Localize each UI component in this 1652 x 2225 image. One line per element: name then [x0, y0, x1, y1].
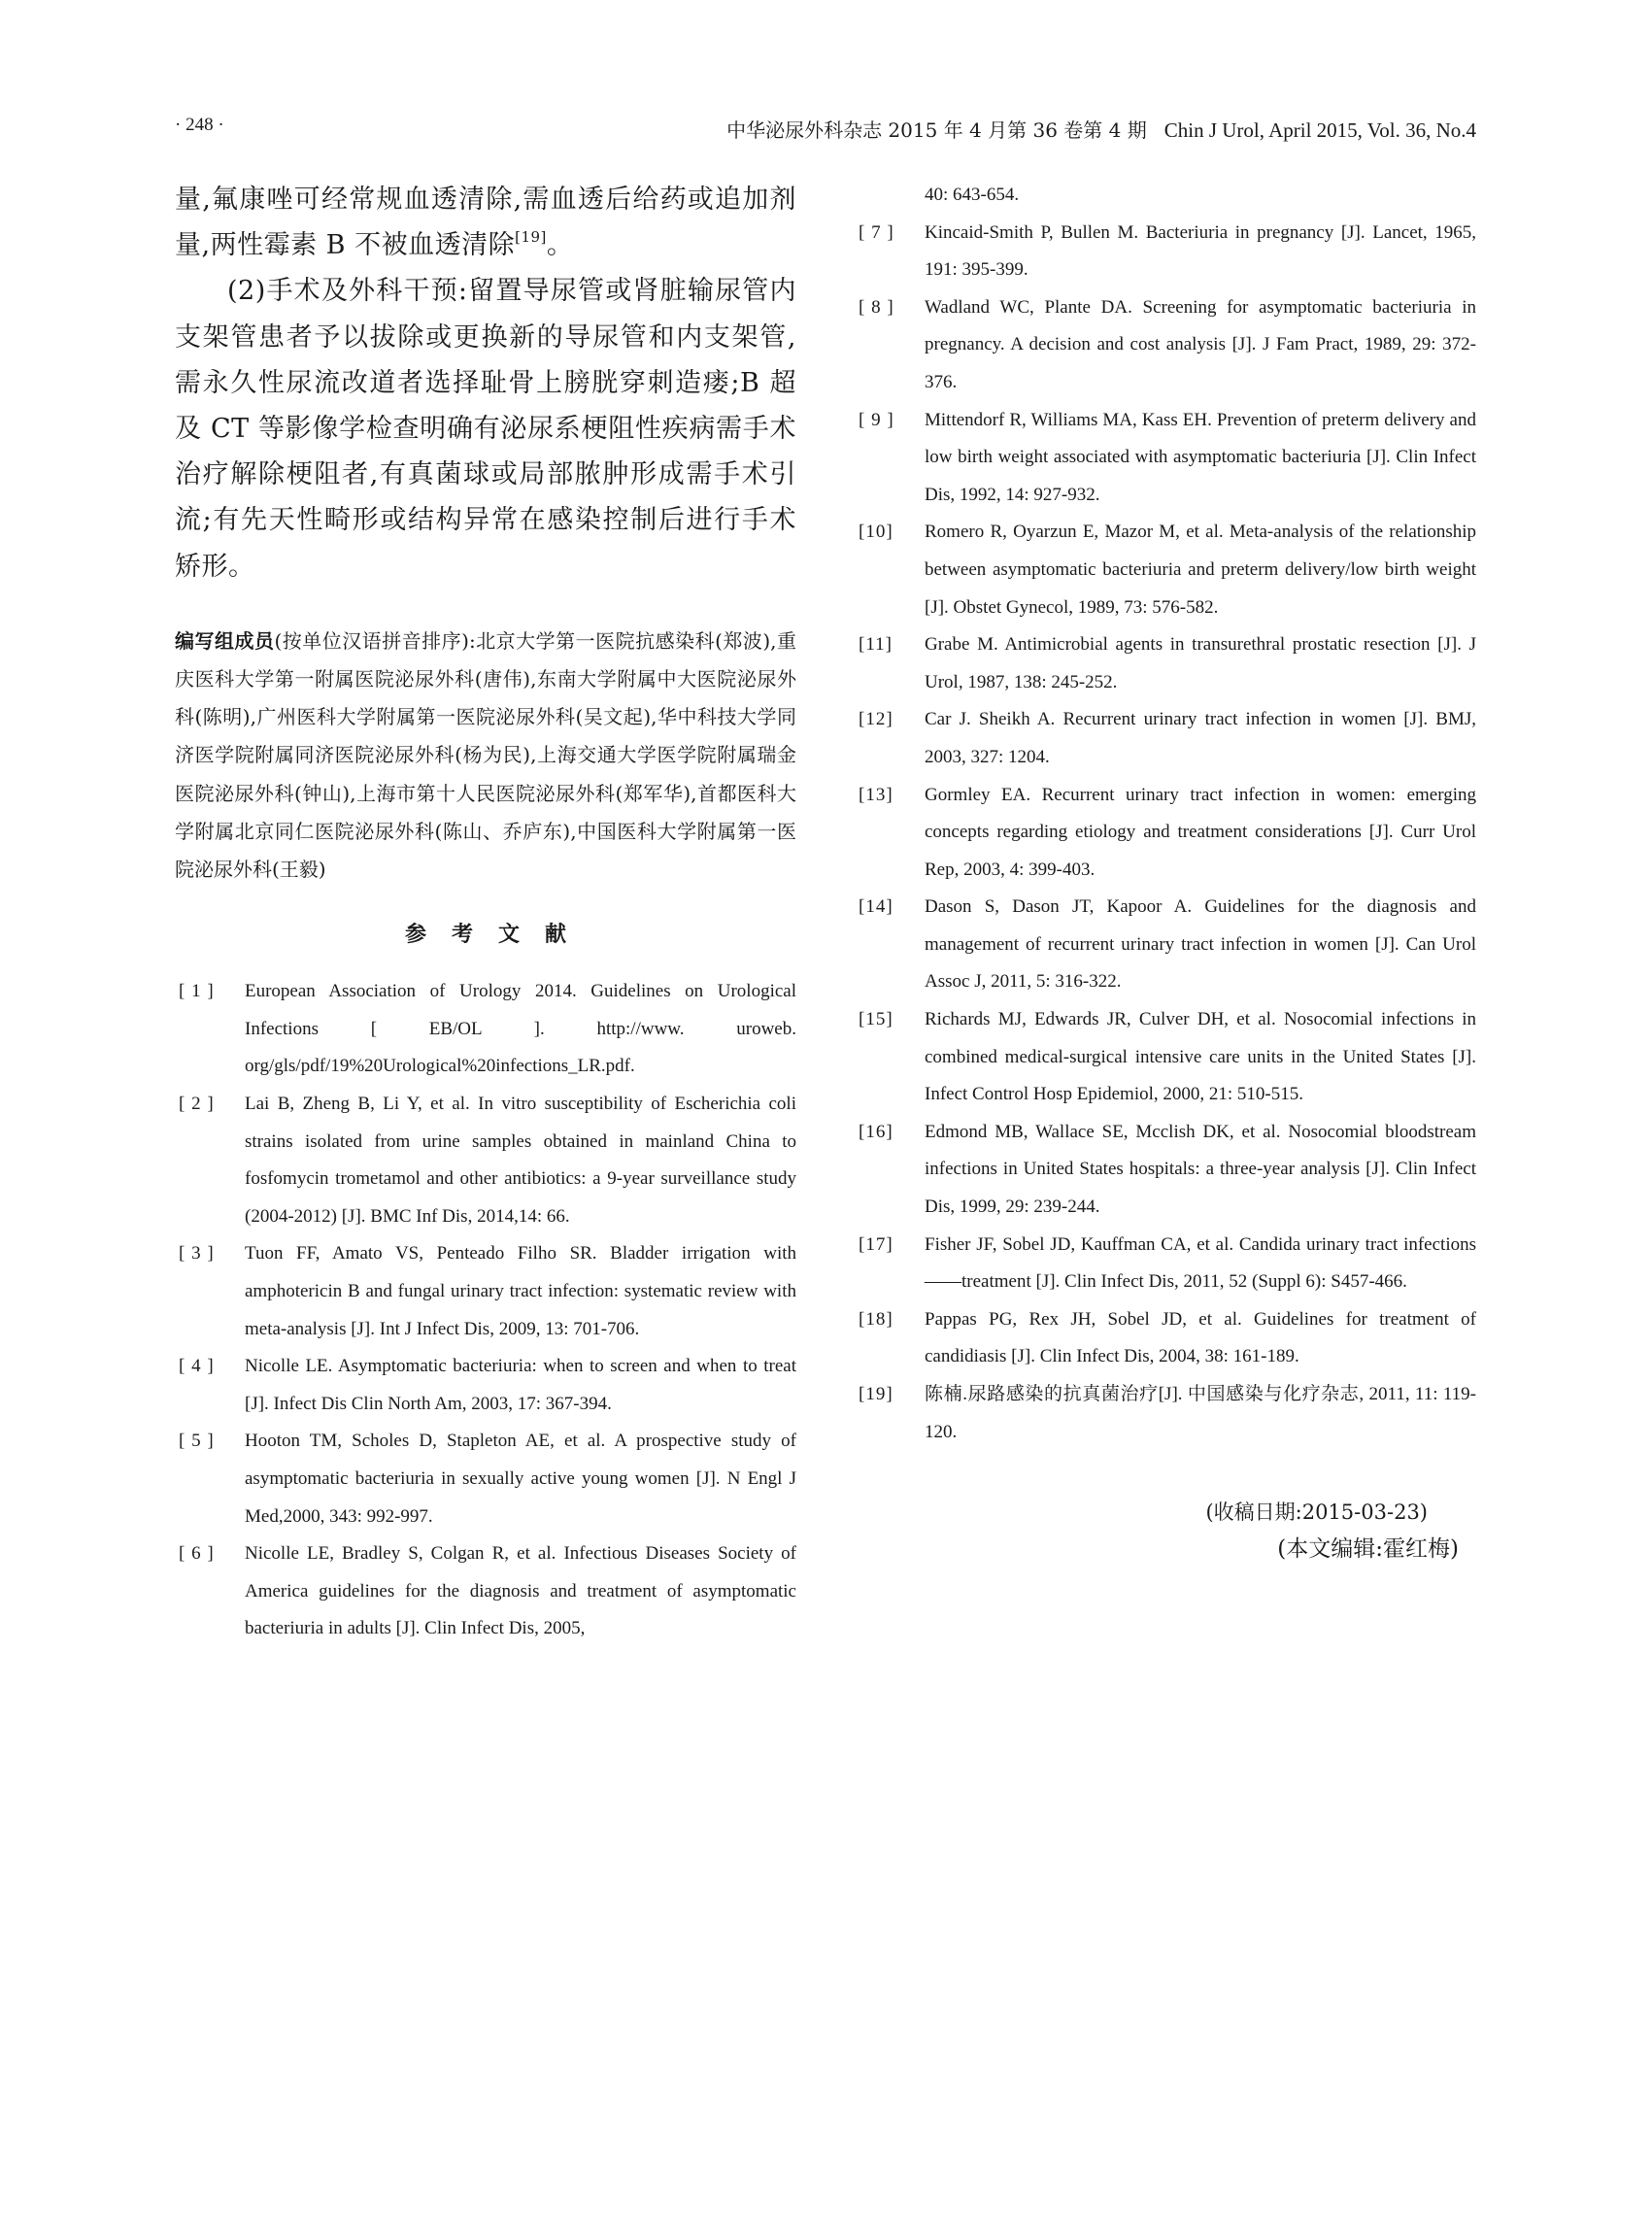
reference-number: [ 8 ]	[859, 296, 894, 318]
reference-number: [ 9 ]	[859, 409, 894, 430]
reference-text: Kincaid-Smith P, Bullen M. Bacteriuria in pregnancy [J]. Lancet, 1965, 191: 395-399.	[925, 221, 1476, 281]
reference-item	[855, 701, 1476, 776]
reference-list-right	[855, 215, 1476, 1452]
reference-item	[855, 1114, 1476, 1227]
reference-text: 陈楠.尿路感染的抗真菌治疗[J]. 中国感染与化疗杂志, 2011, 11: 119-120.	[925, 1384, 1476, 1442]
reference-text: Dason S, Dason JT, Kapoor A. Guidelines for the diagnosis and management of recurrent urinary tract infection in women [J]. Can Urol Assoc J, 2011, 5: 316-322.	[925, 896, 1476, 993]
reference-item	[855, 626, 1476, 701]
reference-text: Richards MJ, Edwards JR, Culver DH, et al. Nosocomial infections in combined medical-surgical intensive care units in the United States [J]. Infect Control Hosp Epidemiol, 2000, 21: 510-515.	[925, 1009, 1476, 1105]
reference-list-left	[175, 973, 796, 1648]
reference-number: [ 7 ]	[859, 221, 894, 243]
reference-item	[175, 1348, 796, 1423]
reference-number: [18]	[859, 1308, 893, 1330]
reference-text: Wadland WC, Plante DA. Screening for asymptomatic bacteriuria in pregnancy. A decision and cost analysis [J]. J Fam Pract, 1989, 29: 372-376.	[925, 296, 1476, 392]
reference-number: [10]	[859, 522, 893, 543]
reference-item	[175, 1535, 796, 1648]
journal-citation	[726, 115, 1476, 143]
body-paragraph-2: (2)手术及外科干预:留置导尿管或肾脏输尿管内支架管患者予以拔除或更换新的导尿管和内支架管,需永久性尿流改道者选择耻骨上膀胱穿刺造瘘;B 超及 CT 等影像学检查明确有泌尿系梗阻性疾病需手术治疗解除梗阻者,有真菌球或局部脓肿形成需手术引流;有先天性畸形或结构异常在感染控制后进行手术矫形。	[175, 276, 796, 582]
reference-item	[855, 289, 1476, 402]
reference-number: [ 3 ]	[179, 1243, 215, 1264]
left-column	[175, 177, 796, 1648]
reference-item	[855, 1001, 1476, 1114]
reference-item	[855, 1376, 1476, 1451]
reference-text: Hooton TM, Scholes D, Stapleton AE, et al. A prospective study of asymptomatic bacteriuria in sexually active young women [J]. N Engl J Med,2000, 343: 992-997.	[245, 1431, 796, 1527]
reference-number: [15]	[859, 1009, 893, 1030]
members-text: (按单位汉语拼音排序):北京大学第一医院抗感染科(郑波),重庆医科大学第一附属医院泌尿外科(唐伟),东南大学附属中大医院泌尿外科(陈明),广州医科大学附属第一医院泌尿外科(吴文起),华中科技大学同济医学院附属同济医院泌尿外科(杨为民),上海交通大学医学院附属瑞金医院泌尿外科(钟山),上海市第十人民医院泌尿外科(郑军华),首都医科大学附属北京同仁医院泌尿外科(陈山、乔庐东),中国医科大学附属第一医院泌尿外科(王毅)	[175, 628, 796, 882]
reference-item	[175, 973, 796, 1086]
reference-number: [ 1 ]	[179, 981, 215, 1002]
reference-number: [14]	[859, 896, 893, 918]
reference-text: Nicolle LE. Asymptomatic bacteriuria: when to screen and when to treat [J]. Infect Dis Clin North Am, 2003, 17: 367-394.	[245, 1356, 796, 1414]
reference-number: [17]	[859, 1233, 893, 1255]
members-label: 编写组成员	[175, 628, 275, 653]
reference-item	[855, 889, 1476, 1001]
reference-text: Edmond MB, Wallace SE, Mcclish DK, et al. Nosocomial bloodstream infections in United States hospitals: a three-year analysis [J]. Clin Infect Dis, 1999, 29: 239-244.	[925, 1121, 1476, 1218]
reference-item	[855, 1227, 1476, 1301]
reference-number: [13]	[859, 784, 893, 805]
reference-item	[855, 1301, 1476, 1376]
page-number: · 248 ·	[175, 115, 224, 135]
paragraph-end: 。	[546, 230, 574, 261]
reference-number: [16]	[859, 1121, 893, 1142]
reference-item	[855, 514, 1476, 626]
paragraph-text: 量,氟康唑可经常规血透清除,需血透后给药或追加剂量,两性霉素 B 不被血透清除	[175, 185, 796, 261]
reference-item	[855, 215, 1476, 289]
journal-title-en: Chin J Urol, April 2015, Vol. 36, No.4	[1163, 118, 1476, 142]
citation-mark: [19]	[515, 228, 547, 247]
received-date: (收稿日期:2015-03-23)	[1205, 1500, 1428, 1525]
reference-text: European Association of Urology 2014. Guidelines on Urological Infections [ EB/OL ]. http://www. uroweb. org/gls/pdf/19%20Urological%20infections_LR.pdf.	[245, 981, 796, 1077]
reference-item	[175, 1423, 796, 1535]
journal-title-cn: 中华泌尿外科杂志 2015 年 4 月第 36 卷第 4 期	[726, 118, 1147, 142]
reference-text: Pappas PG, Rex JH, Sobel JD, et al. Guidelines for treatment of candidiasis [J]. Clin Infect Dis, 2004, 38: 161-189.	[925, 1308, 1476, 1367]
reference-number: [19]	[859, 1384, 893, 1404]
article-editor: (本文编辑:霍红梅)	[1277, 1536, 1459, 1563]
body-paragraph-1	[175, 177, 796, 268]
reference-text: Nicolle LE, Bradley S, Colgan R, et al. Infectious Diseases Society of America guidelines for the diagnosis and treatment of asymptomatic bacteriuria in adults [J]. Clin Infect Dis, 2005,	[245, 1543, 796, 1639]
reference-item	[175, 1086, 796, 1235]
reference-item	[855, 777, 1476, 890]
references-heading: 参考文献	[404, 923, 591, 948]
reference-text: Fisher JF, Sobel JD, Kauffman CA, et al. Candida urinary tract infections——treatment [J]. Clin Infect Dis, 2011, 52 (Suppl 6): S457-466.	[925, 1233, 1476, 1293]
reference-text: Gormley EA. Recurrent urinary tract infection in women: emerging concepts regarding etiology and treatment considerations [J]. Curr Urol Rep, 2003, 4: 399-403.	[925, 784, 1476, 880]
reference-text: Lai B, Zheng B, Li Y, et al. In vitro susceptibility of Escherichia coli strains isolated from urine samples obtained in mainland China to fosfomycin trometamol and other antibiotics: a 9-year surveillance study (2004-2012) [J]. BMC Inf Dis, 2014,14: 66.	[245, 1094, 796, 1227]
reference-item	[855, 402, 1476, 515]
reference-number: [12]	[859, 709, 893, 730]
reference-number: [11]	[859, 634, 893, 656]
reference-text: Romero R, Oyarzun E, Mazor M, et al. Meta-analysis of the relationship between asymptomatic bacteriuria and preterm delivery/low birth weight [J]. Obstet Gynecol, 1989, 73: 576-582.	[925, 522, 1476, 618]
reference-text: Car J. Sheikh A. Recurrent urinary tract infection in women [J]. BMJ, 2003, 327: 1204.	[925, 709, 1476, 767]
right-column	[855, 177, 1476, 1568]
reference-number: [ 2 ]	[179, 1094, 215, 1115]
reference-text: Grabe M. Antimicrobial agents in transurethral prostatic resection [J]. J Urol, 1987, 138: 245-252.	[925, 634, 1476, 692]
page-header	[175, 115, 1476, 153]
reference-text: Mittendorf R, Williams MA, Kass EH. Prevention of preterm delivery and low birth weight associated with asymptomatic bacteriuria [J]. Clin Infect Dis, 1992, 14: 927-932.	[925, 409, 1476, 505]
reference-number: [ 4 ]	[179, 1356, 215, 1377]
reference-6-continuation: 40: 643-654.	[925, 185, 1020, 205]
reference-number: [ 5 ]	[179, 1431, 215, 1452]
writing-group-members	[175, 623, 796, 889]
reference-number: [ 6 ]	[179, 1543, 215, 1565]
reference-item	[175, 1235, 796, 1348]
reference-text: Tuon FF, Amato VS, Penteado Filho SR. Bladder irrigation with amphotericin B and fungal urinary tract infection: systematic review with meta-analysis [J]. Int J Infect Dis, 2009, 13: 701-706.	[245, 1243, 796, 1339]
